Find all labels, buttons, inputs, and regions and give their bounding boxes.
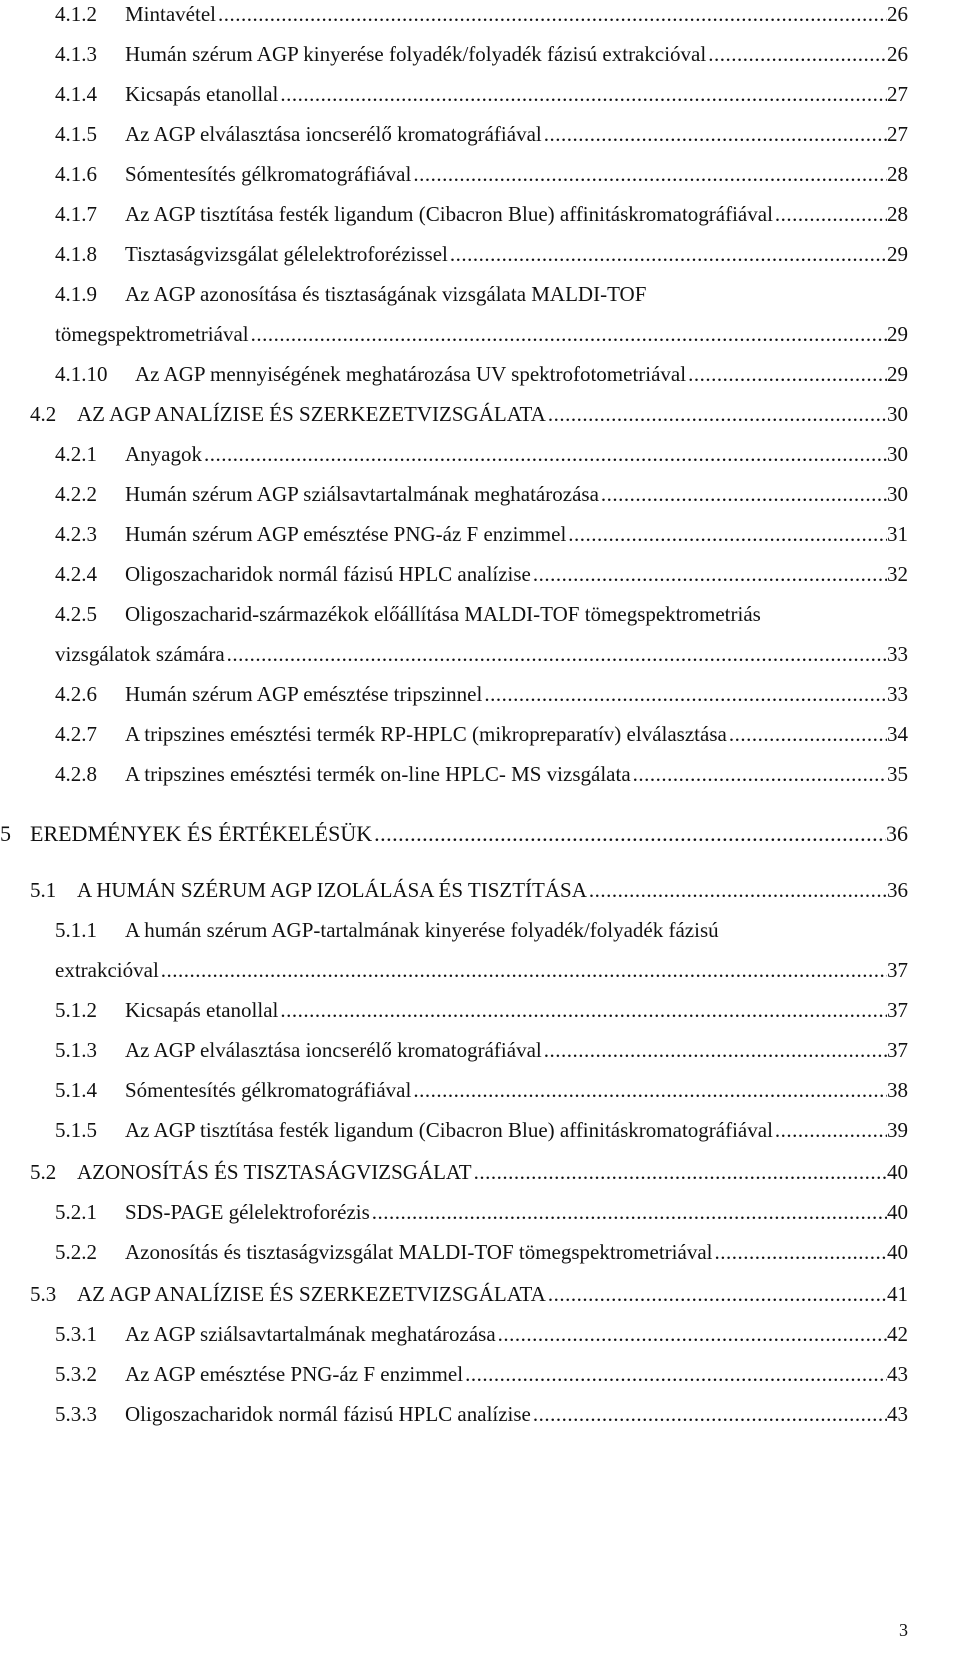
toc-dot-leader <box>372 822 886 846</box>
page-number: 3 <box>899 1620 908 1640</box>
toc-entry-5-2[interactable] <box>0 1160 960 1184</box>
toc-dot-leader <box>587 878 887 902</box>
toc-entry-title: extrakcióval <box>55 958 159 982</box>
toc-entry-4-2-2[interactable] <box>0 482 960 506</box>
toc-entry-page: 38 <box>887 1078 908 1102</box>
toc-entry-page: 43 <box>887 1362 908 1386</box>
toc-entry-title: A tripszines emésztési termék RP-HPLC (mikropreparatív) elválasztása <box>125 722 727 746</box>
toc-entry-4-2-8[interactable] <box>0 762 960 786</box>
toc-entry-page: 33 <box>887 642 908 666</box>
toc-entry-number: 5.2.2 <box>55 1240 97 1264</box>
toc-entry-4-2-7[interactable] <box>0 722 960 746</box>
toc-entry-page: 26 <box>887 42 908 66</box>
toc-dot-leader <box>531 1402 887 1426</box>
toc-entry-page: 30 <box>887 482 908 506</box>
toc-entry-number: 4.2.1 <box>55 442 97 466</box>
toc-dot-leader <box>542 122 887 146</box>
toc-dot-leader <box>411 162 887 186</box>
toc-dot-leader <box>496 1322 887 1346</box>
toc-dot-leader <box>278 82 887 106</box>
toc-entry-number: 5.1.1 <box>55 918 97 942</box>
toc-dot-leader <box>727 722 887 746</box>
toc-entry-4-2-6[interactable] <box>0 682 960 706</box>
toc-entry-number: 4.1.4 <box>55 82 97 106</box>
toc-entry-title: Kicsapás etanollal <box>125 998 279 1022</box>
toc-dot-leader <box>278 998 887 1022</box>
toc-dot-leader <box>773 202 887 226</box>
toc-dot-leader <box>482 682 887 706</box>
toc-entry-5-3-3[interactable] <box>0 1402 960 1426</box>
toc-entry-number: 4.1.2 <box>55 2 97 26</box>
toc-entry-page: 40 <box>887 1200 908 1224</box>
toc-entry-title: Az AGP emésztése PNG-áz F enzimmel <box>125 1362 464 1386</box>
toc-entry-title: Mintavétel <box>125 2 216 26</box>
toc-entry-4-1-10[interactable] <box>0 362 960 386</box>
toc-entry-title: AZONOSÍTÁS ÉS TISZTASÁGVIZSGÁLAT <box>77 1160 472 1184</box>
toc-entry-number: 4.2 <box>30 402 57 426</box>
toc-entry-number: 4.1.10 <box>55 362 108 386</box>
toc-entry-title: Sómentesítés gélkromatográfiával <box>125 162 412 186</box>
toc-entry-page: 35 <box>887 762 908 786</box>
toc-entry-title: Az AGP sziálsavtartalmának meghatározása <box>125 1322 496 1346</box>
toc-entry-page: 34 <box>887 722 908 746</box>
toc-entry-page: 30 <box>887 442 908 466</box>
toc-entry-5-1-5[interactable] <box>0 1118 960 1142</box>
toc-entry-title: Az AGP elválasztása ioncserélő kromatográfiával <box>125 1038 542 1062</box>
toc-entry-5-1-2[interactable] <box>0 998 960 1022</box>
toc-entry-title: Humán szérum AGP sziálsavtartalmának meghatározása <box>125 482 599 506</box>
toc-dot-leader <box>370 1200 887 1224</box>
toc-entry-4-1-6[interactable] <box>0 162 960 186</box>
toc-entry-title: Az AGP tisztítása festék ligandum (Cibacron Blue) affinitáskromatográfiával <box>125 202 773 226</box>
toc-entry-title: Kicsapás etanollal <box>125 82 279 106</box>
toc-entry-5-2-2[interactable] <box>0 1240 960 1264</box>
toc-entry-5-2-1[interactable] <box>0 1200 960 1224</box>
toc-entry-title: A HUMÁN SZÉRUM AGP IZOLÁLÁSA ÉS TISZTÍTÁSA <box>77 878 587 902</box>
toc-entry-4-1-9-first-line <box>55 282 646 306</box>
toc-entry-title-line1: A humán szérum AGP-tartalmának kinyerése folyadék/folyadék fázisú <box>125 918 719 942</box>
toc-entry-number: 5 <box>0 822 11 846</box>
toc-entry-number: 4.1.9 <box>55 282 97 306</box>
toc-dot-leader <box>531 562 887 586</box>
toc-entry-title: SDS-PAGE gélelektroforézis <box>125 1200 370 1224</box>
toc-entry-4-2[interactable] <box>0 402 960 426</box>
toc-entry-page: 32 <box>887 562 908 586</box>
toc-entry-5-3-2[interactable] <box>0 1362 960 1386</box>
toc-dot-leader <box>225 642 887 666</box>
toc-entry-number: 4.2.3 <box>55 522 97 546</box>
toc-entry-page: 29 <box>887 322 908 346</box>
toc-entry-title: vizsgálatok számára <box>55 642 225 666</box>
toc-entry-number: 5.2.1 <box>55 1200 97 1224</box>
toc-entry-5-3[interactable] <box>0 1282 960 1306</box>
toc-entry-title: Humán szérum AGP kinyerése folyadék/folyadék fázisú extrakcióval <box>125 42 707 66</box>
toc-dot-leader <box>411 1078 887 1102</box>
toc-entry-number: 4.1.5 <box>55 122 97 146</box>
toc-entry-4-2-4[interactable] <box>0 562 960 586</box>
toc-dot-leader <box>216 2 887 26</box>
toc-entry-title: AZ AGP ANALÍZISE ÉS SZERKEZETVIZSGÁLATA <box>77 1282 546 1306</box>
toc-entry-title: Humán szérum AGP emésztése tripszinnel <box>125 682 483 706</box>
toc-entry-page: 37 <box>887 998 908 1022</box>
toc-entry-5-1-1[interactable] <box>0 958 960 982</box>
toc-dot-leader <box>546 1282 887 1306</box>
toc-entry-number: 5.1.5 <box>55 1118 97 1142</box>
toc-entry-title: Humán szérum AGP emésztése PNG-áz F enzimmel <box>125 522 567 546</box>
toc-dot-leader <box>631 762 887 786</box>
toc-entry-title: Az AGP elválasztása ioncserélő kromatográfiával <box>125 122 542 146</box>
toc-entry-number: 5.1.3 <box>55 1038 97 1062</box>
toc-entry-4-1-5[interactable] <box>0 122 960 146</box>
toc-entry-page: 33 <box>887 682 908 706</box>
toc-entry-4-2-1[interactable] <box>0 442 960 466</box>
toc-entry-number: 5.1.2 <box>55 998 97 1022</box>
toc-entry-page: 29 <box>887 242 908 266</box>
toc-entry-page: 39 <box>887 1118 908 1142</box>
toc-entry-title-line1: Oligoszacharid-származékok előállítása MALDI-TOF tömegspektrometriás <box>125 602 761 626</box>
toc-entry-title: tömegspektrometriával <box>55 322 249 346</box>
toc-entry-title: Az AGP mennyiségének meghatározása UV spektrofotometriával <box>135 362 687 386</box>
toc-dot-leader <box>159 958 887 982</box>
toc-entry-4-1-4[interactable] <box>0 82 960 106</box>
toc-entry-number: 4.2.8 <box>55 762 97 786</box>
toc-dot-leader <box>712 1240 887 1264</box>
toc-entry-page: 37 <box>887 958 908 982</box>
toc-entry-number: 5.3.3 <box>55 1402 97 1426</box>
toc-entry-number: 4.2.4 <box>55 562 97 586</box>
toc-entry-5-1-3[interactable] <box>0 1038 960 1062</box>
toc-entry-page: 31 <box>887 522 908 546</box>
toc-entry-4-1-7[interactable] <box>0 202 960 226</box>
toc-entry-number: 4.1.3 <box>55 42 97 66</box>
toc-entry-number: 5.2 <box>30 1160 57 1184</box>
toc-dot-leader <box>599 482 887 506</box>
toc-entry-number: 5.1.4 <box>55 1078 97 1102</box>
toc-entry-title: Oligoszacharidok normál fázisú HPLC analízise <box>125 562 531 586</box>
toc-entry-5-1[interactable] <box>0 878 960 902</box>
toc-entry-page: 26 <box>887 2 908 26</box>
toc-entry-title: Azonosítás és tisztaságvizsgálat MALDI-TOF tömegspektrometriával <box>125 1240 713 1264</box>
toc-dot-leader <box>706 42 887 66</box>
toc-entry-title: EREDMÉNYEK ÉS ÉRTÉKELÉSÜK <box>30 822 373 846</box>
toc-dot-leader <box>566 522 887 546</box>
toc-dot-leader <box>542 1038 887 1062</box>
toc-entry-5-1-1-first-line <box>55 918 719 942</box>
toc-dot-leader <box>773 1118 887 1142</box>
toc-entry-4-2-5-first-line <box>55 602 761 626</box>
toc-entry-number: 4.2.2 <box>55 482 97 506</box>
toc-entry-page: 27 <box>887 122 908 146</box>
toc-entry-4-1-9[interactable] <box>0 322 960 346</box>
toc-entry-page: 28 <box>887 162 908 186</box>
toc-dot-leader <box>686 362 887 386</box>
toc-entry-number: 4.1.6 <box>55 162 97 186</box>
toc-entry-title-line1: Az AGP azonosítása és tisztaságának vizsgálata MALDI-TOF <box>125 282 647 306</box>
toc-dot-leader <box>472 1160 887 1184</box>
toc-entry-page: 29 <box>887 362 908 386</box>
toc-entry-number: 5.3.1 <box>55 1322 97 1346</box>
toc-entry-page: 43 <box>887 1402 908 1426</box>
toc-entry-page: 40 <box>887 1240 908 1264</box>
toc-dot-leader <box>448 242 887 266</box>
toc-entry-page: 42 <box>887 1322 908 1346</box>
toc-entry-page: 36 <box>886 822 908 846</box>
toc-entry-page: 37 <box>887 1038 908 1062</box>
toc-entry-number: 4.2.5 <box>55 602 97 626</box>
toc-entry-title: Sómentesítés gélkromatográfiával <box>125 1078 412 1102</box>
toc-dot-leader <box>249 322 887 346</box>
toc-entry-title: Oligoszacharidok normál fázisú HPLC analízise <box>125 1402 531 1426</box>
toc-entry-4-1-8[interactable] <box>0 242 960 266</box>
toc-entry-page: 40 <box>887 1160 908 1184</box>
toc-entry-number: 4.2.6 <box>55 682 97 706</box>
toc-entry-page: 36 <box>887 878 908 902</box>
toc-entry-page: 41 <box>887 1282 908 1306</box>
toc-entry-page: 30 <box>887 402 908 426</box>
toc-entry-page: 27 <box>887 82 908 106</box>
toc-entry-5[interactable] <box>0 822 960 846</box>
toc-entry-title: Tisztaságvizsgálat gélelektroforézissel <box>125 242 448 266</box>
toc-entry-number: 5.3.2 <box>55 1362 97 1386</box>
toc-entry-5-3-1[interactable] <box>0 1322 960 1346</box>
toc-entry-number: 5.1 <box>30 878 57 902</box>
toc-entry-number: 5.3 <box>30 1282 57 1306</box>
toc-entry-title: AZ AGP ANALÍZISE ÉS SZERKEZETVIZSGÁLATA <box>77 402 546 426</box>
toc-entry-4-2-3[interactable] <box>0 522 960 546</box>
toc-entry-4-2-5[interactable] <box>0 642 960 666</box>
toc-entry-page: 28 <box>887 202 908 226</box>
toc-entry-number: 4.1.8 <box>55 242 97 266</box>
toc-dot-leader <box>202 442 887 466</box>
toc-entry-4-1-3[interactable] <box>0 42 960 66</box>
toc-entry-number: 4.1.7 <box>55 202 97 226</box>
toc-entry-title: A tripszines emésztési termék on-line HPLC- MS vizsgálata <box>125 762 631 786</box>
toc-dot-leader <box>463 1362 887 1386</box>
toc-dot-leader <box>546 402 887 426</box>
toc-entry-5-1-4[interactable] <box>0 1078 960 1102</box>
toc-entry-number: 4.2.7 <box>55 722 97 746</box>
toc-entry-title: Az AGP tisztítása festék ligandum (Cibacron Blue) affinitáskromatográfiával <box>125 1118 773 1142</box>
toc-entry-4-1-2[interactable] <box>0 2 960 26</box>
toc-entry-title: Anyagok <box>125 442 202 466</box>
